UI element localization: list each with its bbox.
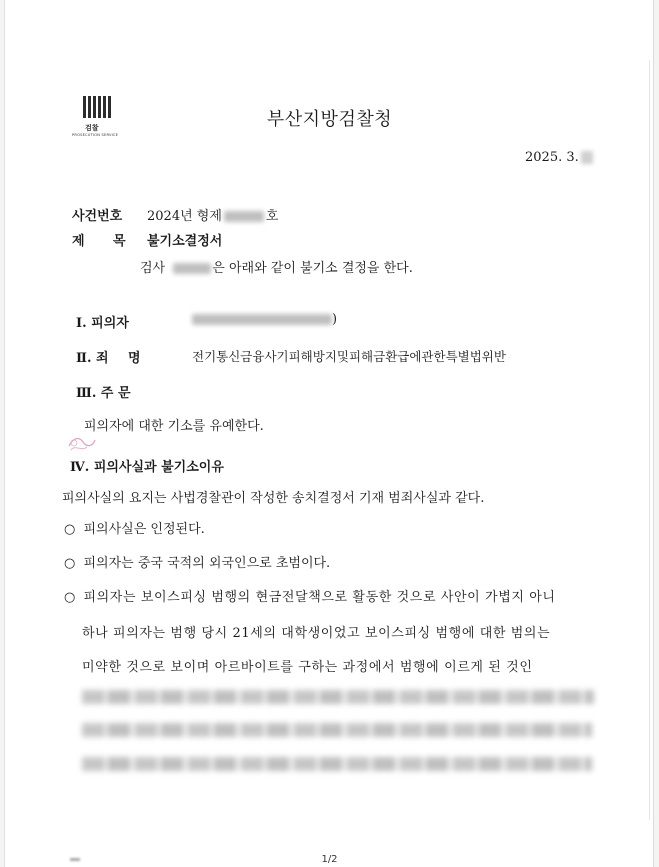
bullet-3-line-1: 피의자는 보이스피싱 범행의 현금전달책으로 활동한 것으로 사안이 가볍지 아니 [83,590,556,605]
bullet-mark: ○ [64,522,76,537]
section-4-number: Ⅳ. [70,460,90,475]
bullet-1-text: 피의사실은 인정된다. [83,522,205,537]
case-number-label: 사건번호 [72,209,123,224]
bullet-mark: ○ [64,556,76,571]
redacted-suspect-name [192,314,332,325]
section-2-label-2: 명 [128,351,141,366]
title-label-2: 목 [113,234,126,249]
section-3-heading [76,382,131,401]
page-edge [649,60,650,820]
section-1-number: Ⅰ. [76,316,87,331]
section-1-label: 피의자 [91,316,129,331]
section-4-heading [70,456,224,475]
charge-value: 전기통신금융사기피해방지및피해금환급에관한특별법위반 [192,349,506,364]
date-text: 2025. 3. [525,150,579,165]
section-2-number: Ⅱ. [76,351,92,366]
case-number-suffix: 호 [265,209,279,224]
logo-english-text: PROSECUTION SERVICE [72,133,119,137]
redacted-line [82,723,592,737]
page-number: 1/2 [321,854,338,865]
section-1-heading [76,312,129,331]
bullet-3-line-3: 미약한 것으로 보이며 아르바이트를 구하는 과정에서 범행에 이르게 된 것인 [82,660,533,675]
redacted-day [581,151,593,164]
intro-prefix: 검사 [140,261,166,276]
bullet-3 [64,586,556,605]
suspect-value [192,312,337,327]
bullet-2 [64,552,330,571]
title-label-1: 제 [72,234,85,249]
decision-intro [140,257,413,276]
bullet-2-text: 피의자는 중국 국적의 외국인으로 초범이다. [83,556,331,571]
office-title: 부산지방검찰청 [266,109,393,130]
suspect-value-suffix: ) [332,312,338,327]
section-3-number: Ⅲ. [76,386,97,401]
redacted-line [82,690,594,704]
bullet-1 [64,518,205,537]
redacted-line [82,757,592,771]
logo-korean-text: 검찰 [85,124,99,132]
section-2-heading [76,347,109,366]
title-value: 불기소결정서 [147,234,223,249]
bullet-mark: ○ [64,590,76,605]
intro-suffix: 은 아래와 같이 불기소 결정을 한다. [212,261,413,276]
case-number-value [147,205,278,224]
disposition-text: 피의자에 대한 기소를 유예한다. [84,419,264,434]
document-date [525,150,593,165]
redacted-prosecutor [173,263,211,274]
seal-stamp-icon [65,432,99,456]
section-3-label: 주 문 [100,386,131,401]
redacted-case-number [224,211,264,222]
bullet-3-line-2: 하나 피의자는 범행 당시 21세의 대학생이었고 보이스피싱 범행에 대한 범의는 [82,626,551,641]
case-number-prefix: 2024년 형제 [147,209,222,224]
facts-summary: 피의사실의 요지는 사법경찰관이 작성한 송치결정서 기재 범죄사실과 같다. [62,491,485,506]
section-2-label-1: 죄 [96,351,109,366]
section-4-label: 피의사실과 불기소이유 [93,460,224,475]
